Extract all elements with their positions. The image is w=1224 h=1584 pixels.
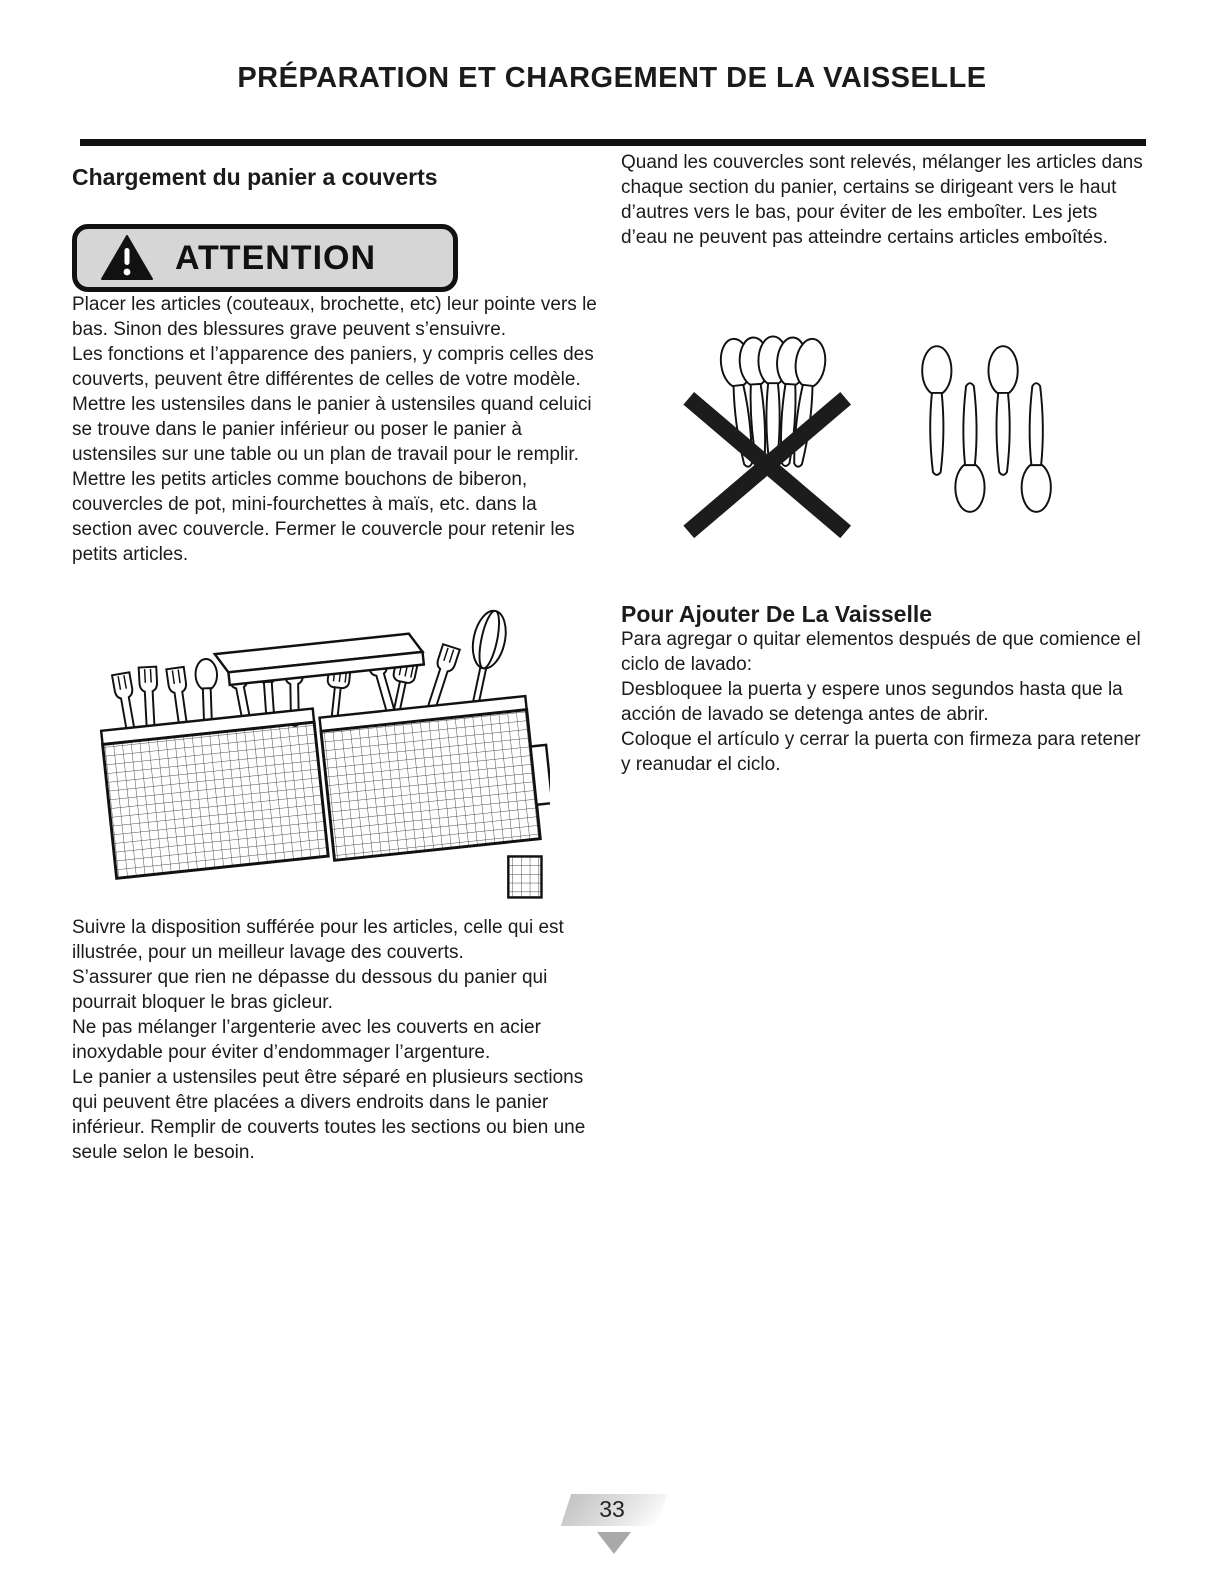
paragraph: Mettre les petits articles comme bouchons de biberon, couvercles de pot, mini-fourchettes à maïs, etc. dans la section avec couvercle. Fermer le couvercle pour retenir les petits articles. [72,469,575,565]
left-column [72,165,602,1165]
cutlery-basket-illustration [90,593,602,915]
paragraph: Coloque el artículo y cerrar la puerta con firmeza para retener y reanudar el ciclo. [621,729,1141,775]
spoon-nesting-illustration [681,314,1149,546]
paragraph: Ne pas mélanger l’argenterie avec les couverts en acier inoxydable pour éviter d’endommager l’argenture. [72,1017,541,1063]
page-footer-arrow-icon [597,1532,631,1554]
nested-spoons [718,336,828,468]
paragraph: Le panier a ustensiles peut être séparé en plusieurs sections qui peuvent être placées a divers endroits dans le panier inférieur. Remplir de couverts toutes les sections ou bien une seule selon le besoin. [72,1067,586,1163]
section-heading-basket: Chargement du panier a couverts [72,164,438,190]
alternating-spoons [922,346,1051,512]
paragraph: Para agregar o quitar elementos después de que comience el ciclo de lavado: [621,629,1141,675]
paragraph: Les fonctions et l’apparence des paniers, y compris celles des couverts, peuvent être différentes de celles de votre modèle. [72,344,594,390]
section-heading-add-dishes: Pour Ajouter De La Vaisselle [621,601,933,627]
paragraph: S’assurer que rien ne dépasse du dessous du panier qui pourrait bloquer le bras gicleur. [72,967,548,1013]
title-divider [80,139,1146,146]
paragraph: Quand les couvercles sont relevés, mélanger les articles dans chaque section du panier, certains se dirigeant vers le haut d’autres vers le bas, pour éviter de les emboîter. Les jets d’eau ne peuvent pas atteindre certains articles emboîtés. [621,152,1143,248]
attention-warning-box [72,224,458,292]
paragraph: Mettre les ustensiles dans le panier à ustensiles quand celuici se trouve dans le panier inférieur ou poser le panier à ustensiles sur une table ou un plan de travail pour le remplir. [72,394,592,465]
attention-label: ATTENTION [175,238,377,277]
paragraph: Desbloquee la puerta y espere unos segundos hasta que la acción de lavado se detenga antes de abrir. [621,679,1123,725]
right-column [621,150,1149,777]
page-number: 33 [599,1496,625,1522]
paragraph: Suivre la disposition sufférée pour les articles, celle qui est illustrée, pour un meilleur lavage des couverts. [72,917,564,963]
warning-triangle-icon [101,235,153,281]
paragraph: Placer les articles (couteaux, brochette, etc) leur pointe vers le bas. Sinon des blessures grave peuvent s’ensuivre. [72,294,597,340]
page-title: PRÉPARATION ET CHARGEMENT DE LA VAISSELLE [237,62,987,94]
